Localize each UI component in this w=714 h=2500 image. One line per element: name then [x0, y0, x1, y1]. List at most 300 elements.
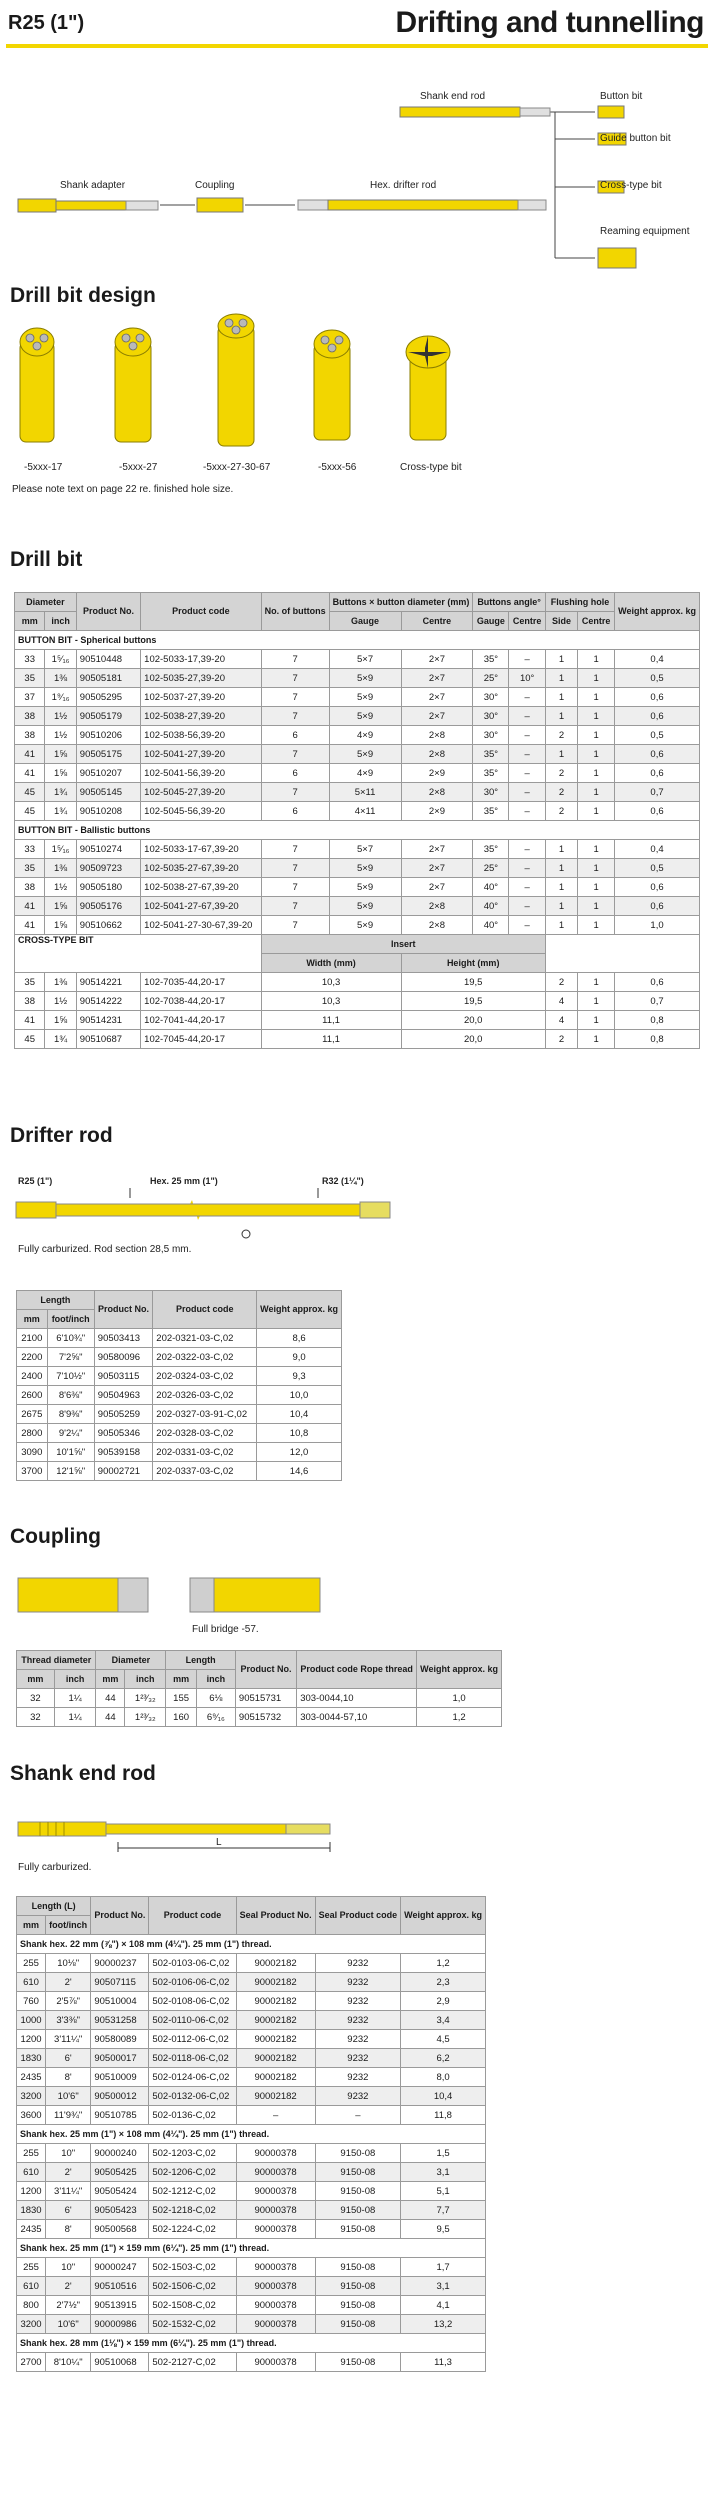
table-cell: 202-0328-03-C,02 [153, 1424, 257, 1443]
table-cell: 502-1503-C,02 [149, 2258, 236, 2277]
table-cell: 90509723 [76, 859, 140, 878]
table-cell: 9232 [315, 1992, 401, 2011]
table-cell: 90510068 [91, 2353, 149, 2372]
table-row [17, 1992, 486, 2011]
table-cell: 6'10¾" [47, 1329, 94, 1348]
table-group-row [17, 2334, 486, 2353]
table-cell: 2 [545, 973, 577, 992]
section-title-drifter-rod: Drifter rod [10, 1124, 113, 1147]
table-cell: 3'11¼" [46, 2030, 91, 2049]
table-row [17, 2049, 486, 2068]
table-cell: 90505176 [76, 897, 140, 916]
table-cell: 35° [473, 802, 509, 821]
table-cell: 9,0 [257, 1348, 342, 1367]
table-cell: 5,1 [401, 2182, 486, 2201]
table-cell: 9150-08 [315, 2182, 401, 2201]
table-cell: 202-0321-03-C,02 [153, 1329, 257, 1348]
table-cell: 7'10½" [47, 1367, 94, 1386]
table-cell: 502-1224-C,02 [149, 2220, 236, 2239]
drifter-rod-image [0, 1180, 714, 1240]
table-cell: 2' [46, 2277, 91, 2296]
table-cell: 0,6 [615, 745, 700, 764]
table-cell: 90002182 [236, 1954, 315, 1973]
table-cell: 25° [473, 669, 509, 688]
table-cell: 610 [17, 2163, 46, 2182]
table-cell: 3600 [17, 2106, 46, 2125]
page-header [6, 4, 708, 48]
header-product-no: Product No. [94, 1291, 152, 1329]
table-cell: 10,0 [257, 1386, 342, 1405]
table-cell: 90002182 [236, 2030, 315, 2049]
label-shank-end-rod: Shank end rod [420, 91, 486, 102]
table-cell: 1,7 [401, 2258, 486, 2277]
table-cell: 7 [261, 916, 329, 935]
table-row [15, 688, 700, 707]
table-cell: 1⅜ [45, 669, 76, 688]
header-product-no: Product No. [235, 1651, 296, 1689]
table-cell: 1 [578, 650, 615, 669]
table-cell: 90000378 [236, 2182, 315, 2201]
table-row [17, 1424, 342, 1443]
table-cell: 502-1532-C,02 [149, 2315, 236, 2334]
table-cell: 9150-08 [315, 2296, 401, 2315]
table-cell: 10⅛" [46, 1954, 91, 1973]
table-row [15, 840, 700, 859]
table-cell: 1⅜ [45, 859, 76, 878]
table-cell: 2100 [17, 1329, 48, 1348]
table-cell: 5×7 [329, 840, 401, 859]
table-cell: 1½ [45, 707, 76, 726]
table-cell: 102-5035-27,39-20 [141, 669, 261, 688]
table-cell: 2200 [17, 1348, 48, 1367]
table-cell: 1 [545, 688, 577, 707]
table-cell: 8,6 [257, 1329, 342, 1348]
table-cell: 2×8 [401, 916, 473, 935]
table-cell: 41 [15, 1011, 45, 1030]
header-length: Length (L) [17, 1897, 91, 1916]
shank-end-rod-image [0, 1810, 714, 1858]
label-r32: R32 (1¼") [322, 1176, 364, 1186]
drifter-rod-table [16, 1290, 342, 1481]
table-cell: 90514222 [76, 992, 140, 1011]
table-cell: 3200 [17, 2315, 46, 2334]
table-cell: 38 [15, 726, 45, 745]
table-cell: – [509, 688, 545, 707]
table-cell: 90002182 [236, 1973, 315, 1992]
table-cell: 35 [15, 973, 45, 992]
table-cell: 502-0103-06-C,02 [149, 1954, 236, 1973]
table-cell: 90503413 [94, 1329, 152, 1348]
table-cell: 35° [473, 650, 509, 669]
table-cell: 255 [17, 1954, 46, 1973]
table-cell: 90000378 [236, 2144, 315, 2163]
table-cell: Height (mm) [401, 954, 545, 973]
table-cell: 20,0 [401, 1011, 545, 1030]
header-product-code: Product code [149, 1897, 236, 1935]
caption-cross-type-bit: Cross-type bit [400, 462, 462, 473]
table-cell: 9150-08 [315, 2315, 401, 2334]
table-cell: Insert [261, 935, 545, 954]
header-seal-product-no: Seal Product No. [236, 1897, 315, 1935]
table-cell: 2,3 [401, 1973, 486, 1992]
table-cell: 20,0 [401, 1030, 545, 1049]
table-cell: 90505179 [76, 707, 140, 726]
table-cell: 1 [578, 726, 615, 745]
table-cell: 0,6 [615, 973, 700, 992]
table-cell: 3700 [17, 1462, 48, 1481]
table-cell: 10,4 [257, 1405, 342, 1424]
table-cell: 11,1 [261, 1011, 401, 1030]
table-cell: 1 [545, 878, 577, 897]
table-cell: 502-0118-06-C,02 [149, 2049, 236, 2068]
table-cell: 10,3 [261, 973, 401, 992]
table-cell: 2 [545, 764, 577, 783]
table-cell: 7 [261, 707, 329, 726]
table-cell: 0,6 [615, 897, 700, 916]
table-cell: 0,5 [615, 669, 700, 688]
table-cell: 2435 [17, 2068, 46, 2087]
header-mm: mm [17, 1310, 48, 1329]
table-cell: 90503115 [94, 1367, 152, 1386]
table-cell: 2 [545, 783, 577, 802]
table-cell: 1,5 [401, 2144, 486, 2163]
table-cell: 1 [578, 1030, 615, 1049]
shank-end-rod-table [16, 1896, 486, 2372]
table-cell: 6 [261, 764, 329, 783]
table-cell: 2435 [17, 2220, 46, 2239]
header-seal-product-code: Seal Product code [315, 1897, 401, 1935]
table-cell: 2×7 [401, 707, 473, 726]
table-cell: 11'9¾" [46, 2106, 91, 2125]
label-l: L [216, 1837, 222, 1848]
table-cell: 90504963 [94, 1386, 152, 1405]
section-title-drill-bit-design: Drill bit design [10, 284, 156, 307]
table-cell: 0,4 [615, 650, 700, 669]
table-cell: 30° [473, 688, 509, 707]
table-cell: 10,8 [257, 1424, 342, 1443]
table-cell: 4×9 [329, 764, 401, 783]
table-row [15, 707, 700, 726]
table-cell: 102-7041-44,20-17 [141, 1011, 261, 1030]
table-group-row [15, 631, 700, 650]
table-cell: 11,3 [401, 2353, 486, 2372]
table-cell: 3'11¼" [46, 2182, 91, 2201]
table-cell: 502-0110-06-C,02 [149, 2011, 236, 2030]
table-cell: 7 [261, 650, 329, 669]
table-cell: – [509, 650, 545, 669]
table-cell: – [236, 2106, 315, 2125]
table-cell: 155 [166, 1689, 196, 1708]
table-cell: 90505346 [94, 1424, 152, 1443]
table-cell: 90000378 [236, 2220, 315, 2239]
header-mm: mm [17, 1916, 46, 1935]
table-row [15, 783, 700, 802]
table-cell: 2 [545, 726, 577, 745]
table-cell: 19,5 [401, 973, 545, 992]
table-cell: 1²³⁄₃₂ [125, 1708, 166, 1727]
table-cell: 35 [15, 859, 45, 878]
table-cell: 1 [545, 916, 577, 935]
table-cell: 9150-08 [315, 2144, 401, 2163]
table-cell: 2×8 [401, 897, 473, 916]
table-cell: 1⁹⁄₁₆ [45, 688, 76, 707]
table-cell: – [509, 878, 545, 897]
header-mm: mm [15, 612, 45, 631]
table-cell: 30° [473, 707, 509, 726]
table-row [15, 1011, 700, 1030]
table-cell: 1⅜ [45, 973, 76, 992]
coupling-image [0, 1572, 714, 1618]
table-cell: 1⁵⁄₁₆ [45, 840, 76, 859]
table-cell: 8'10¼" [46, 2353, 91, 2372]
table-cell: 202-0322-03-C,02 [153, 1348, 257, 1367]
table-cell: 202-0331-03-C,02 [153, 1443, 257, 1462]
table-cell: 9150-08 [315, 2258, 401, 2277]
table-cell: 3'3⅜" [46, 2011, 91, 2030]
table-cell: 11,8 [401, 2106, 486, 2125]
table-cell: 3090 [17, 1443, 48, 1462]
drill-bit-images [0, 312, 714, 460]
table-cell: 1¾ [45, 783, 76, 802]
table-cell: 102-5045-56,39-20 [141, 802, 261, 821]
table-cell: 25° [473, 859, 509, 878]
table-cell: 1⅝ [45, 897, 76, 916]
table-cell: 90580089 [91, 2030, 149, 2049]
table-cell: 502-0108-06-C,02 [149, 1992, 236, 2011]
table-cell: 1 [578, 916, 615, 935]
table-cell: 90002182 [236, 2068, 315, 2087]
table-cell: 40° [473, 897, 509, 916]
table-cell: 102-5041-27,39-20 [141, 745, 261, 764]
table-cell: 0,6 [615, 688, 700, 707]
header-button-diameter: Buttons × button diameter (mm) [329, 593, 473, 612]
header-footinch: foot/inch [46, 1916, 91, 1935]
table-cell: 502-2127-C,02 [149, 2353, 236, 2372]
table-cell: – [509, 916, 545, 935]
table-cell: 35° [473, 764, 509, 783]
label-button-bit: Button bit [600, 91, 643, 102]
table-cell: 303-0044-57,10 [297, 1708, 417, 1727]
table-row [17, 1954, 486, 1973]
table-cell: 9,3 [257, 1367, 342, 1386]
header-inch: inch [54, 1670, 96, 1689]
table-row [17, 2106, 486, 2125]
table-cell: 6' [46, 2049, 91, 2068]
label-hex-25: Hex. 25 mm (1") [150, 1176, 218, 1186]
table-cell: 502-1203-C,02 [149, 2144, 236, 2163]
table-cell: 610 [17, 2277, 46, 2296]
table-cell: 6' [46, 2201, 91, 2220]
table-cell: 255 [17, 2144, 46, 2163]
table-cell: 33 [15, 650, 45, 669]
label-coupling: Coupling [195, 180, 235, 191]
table-cell: 502-0124-06-C,02 [149, 2068, 236, 2087]
table-cell: 2×8 [401, 783, 473, 802]
table-cell: 30° [473, 783, 509, 802]
table-cell: 1⅝ [45, 916, 76, 935]
table-cell: 90510208 [76, 802, 140, 821]
table-cell: 2800 [17, 1424, 48, 1443]
header-flushing-hole: Flushing hole [545, 593, 614, 612]
table-cell: 5×9 [329, 916, 401, 935]
table-cell: 10" [46, 2258, 91, 2277]
table-cell: 1,2 [417, 1708, 502, 1727]
table-cell: 502-1508-C,02 [149, 2296, 236, 2315]
header-weight: Weight approx. kg [401, 1897, 486, 1935]
table-cell: Shank hex. 25 mm (1") × 108 mm (4¼"). 25 mm (1") thread. [17, 2125, 486, 2144]
table-cell: 2600 [17, 1386, 48, 1405]
table-row [17, 2068, 486, 2087]
table-cell: 45 [15, 1030, 45, 1049]
header-mm: mm [166, 1670, 196, 1689]
table-cell: 102-7045-44,20-17 [141, 1030, 261, 1049]
header-gauge: Gauge [329, 612, 401, 631]
table-cell: 0,6 [615, 878, 700, 897]
drill-bit-table [14, 592, 700, 1049]
table-cell: 9'2¼" [47, 1424, 94, 1443]
table-cell: 502-0112-06-C,02 [149, 2030, 236, 2049]
table-cell: 102-5038-27,39-20 [141, 707, 261, 726]
table-cell: 102-5035-27-67,39-20 [141, 859, 261, 878]
table-cell: 2×9 [401, 802, 473, 821]
table-cell: 3200 [17, 2087, 46, 2106]
table-row [17, 2296, 486, 2315]
label-cross-type-bit: Cross-type bit [600, 180, 662, 191]
table-cell: 1¼ [54, 1689, 96, 1708]
table-cell: – [509, 745, 545, 764]
table-cell: 0,6 [615, 707, 700, 726]
table-cell: 1 [578, 745, 615, 764]
table-cell: 37 [15, 688, 45, 707]
table-cell: CROSS-TYPE BIT [15, 935, 262, 973]
table-cell: 90000378 [236, 2353, 315, 2372]
table-cell: 44 [96, 1689, 125, 1708]
table-cell: 0,7 [615, 783, 700, 802]
table-cell: 7 [261, 840, 329, 859]
table-cell: 90002182 [236, 2087, 315, 2106]
table-cell: 1 [545, 897, 577, 916]
table-cell: 4×9 [329, 726, 401, 745]
table-cell: 160 [166, 1708, 196, 1727]
table-row [17, 2315, 486, 2334]
table-cell: 255 [17, 2258, 46, 2277]
table-cell: 8' [46, 2220, 91, 2239]
table-cell: 2×7 [401, 859, 473, 878]
table-cell: 7 [261, 897, 329, 916]
table-cell: 7'2⅝" [47, 1348, 94, 1367]
table-cell: 2×7 [401, 688, 473, 707]
table-cell: 7 [261, 669, 329, 688]
table-cell: – [509, 897, 545, 916]
table-cell: 90539158 [94, 1443, 152, 1462]
table-cell: 102-5038-56,39-20 [141, 726, 261, 745]
table-cell: 90505181 [76, 669, 140, 688]
table-row [17, 1329, 342, 1348]
table-cell: 1 [578, 992, 615, 1011]
table-cell: 303-0044,10 [297, 1689, 417, 1708]
table-cell: 502-1206-C,02 [149, 2163, 236, 2182]
table-cell: 10,3 [261, 992, 401, 1011]
header-weight: Weight approx. kg [615, 593, 700, 631]
table-row [17, 2030, 486, 2049]
table-row [15, 764, 700, 783]
table-cell: 6,2 [401, 2049, 486, 2068]
label-r25: R25 (1") [18, 1176, 53, 1186]
table-cell: 1 [578, 669, 615, 688]
table-cell: 1 [545, 707, 577, 726]
table-cell: 2×7 [401, 878, 473, 897]
table-cell: 0,7 [615, 992, 700, 1011]
table-cell: 502-1212-C,02 [149, 2182, 236, 2201]
table-cell: 0,8 [615, 1011, 700, 1030]
table-cell: 5×9 [329, 859, 401, 878]
table-row [17, 1689, 502, 1708]
table-cell: 1⅝ [45, 1011, 76, 1030]
table-cell: 2700 [17, 2353, 46, 2372]
table-cell: – [509, 707, 545, 726]
table-cell: – [509, 764, 545, 783]
table-cell: 6 [261, 726, 329, 745]
table-cell: 9232 [315, 2049, 401, 2068]
table-cell: 0,6 [615, 802, 700, 821]
table-cell: 1 [578, 783, 615, 802]
table-row [17, 2144, 486, 2163]
table-cell: 1 [578, 802, 615, 821]
table-cell: – [509, 859, 545, 878]
table-cell: 1⅝ [45, 745, 76, 764]
table-cell: 6 [261, 802, 329, 821]
table-cell: 12'1⅝" [47, 1462, 94, 1481]
table-row [15, 650, 700, 669]
header-no-buttons: No. of buttons [261, 593, 329, 631]
table-row [17, 2182, 486, 2201]
table-cell: 9150-08 [315, 2220, 401, 2239]
table-cell: 1 [578, 973, 615, 992]
table-cell: 7 [261, 859, 329, 878]
table-cell: 90000378 [236, 2296, 315, 2315]
label-reaming-equipment: Reaming equipment [600, 226, 690, 237]
table-cell: 9232 [315, 2087, 401, 2106]
table-cell: 90000378 [236, 2277, 315, 2296]
section-title-coupling: Coupling [10, 1525, 101, 1548]
table-row [17, 2258, 486, 2277]
table-cell: 90000378 [236, 2163, 315, 2182]
header-diameter: Diameter [96, 1651, 166, 1670]
header-angle-centre: Centre [509, 612, 545, 631]
table-cell: 90510274 [76, 840, 140, 859]
section-title-shank-end-rod: Shank end rod [10, 1762, 156, 1785]
table-cell: 10" [46, 2144, 91, 2163]
table-cell: 90505175 [76, 745, 140, 764]
header-centre: Centre [401, 612, 473, 631]
table-cell: 1 [545, 745, 577, 764]
table-cell: 1830 [17, 2049, 46, 2068]
table-cell-empty [545, 935, 699, 973]
table-cell: 1½ [45, 878, 76, 897]
header-length: Length [166, 1651, 236, 1670]
header-thread-diameter: Thread diameter [17, 1651, 96, 1670]
table-cell: 8,0 [401, 2068, 486, 2087]
table-cell: 1,0 [615, 916, 700, 935]
table-cell: 38 [15, 878, 45, 897]
table-cell: 90002182 [236, 2049, 315, 2068]
table-cell: 10° [509, 669, 545, 688]
table-cell: 9150-08 [315, 2201, 401, 2220]
table-cell: 8'6⅜" [47, 1386, 94, 1405]
table-row [17, 1386, 342, 1405]
table-cell: 2×7 [401, 669, 473, 688]
table-cell: 5×11 [329, 783, 401, 802]
